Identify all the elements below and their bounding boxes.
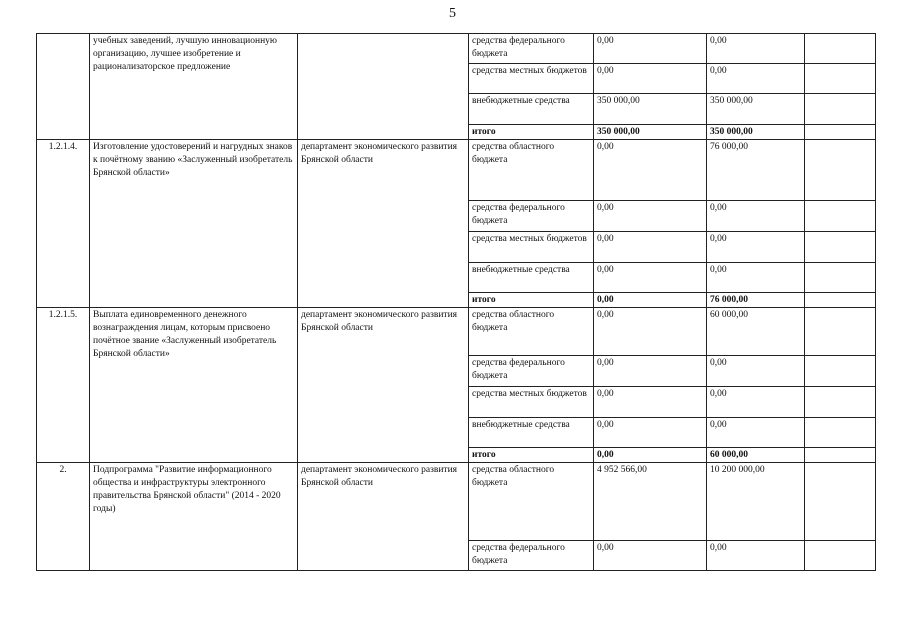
value-col1: 0,00 bbox=[594, 263, 707, 293]
funding-source: средства областного бюджета bbox=[469, 140, 594, 201]
value-col1: 0,00 bbox=[594, 201, 707, 232]
funding-source: внебюджетные средства bbox=[469, 94, 594, 125]
value-col1: 0,00 bbox=[594, 308, 707, 356]
value-col1: 4 952 566,00 bbox=[594, 463, 707, 541]
value-col1: 0,00 bbox=[594, 140, 707, 201]
item-executor: департамент экономического развития Брянской области bbox=[298, 140, 469, 308]
empty-cell bbox=[805, 232, 876, 263]
funding-source: средства федерального бюджета bbox=[469, 34, 594, 64]
table-row bbox=[37, 463, 876, 541]
funding-source: итого bbox=[469, 448, 594, 463]
page-number: 5 bbox=[449, 6, 456, 21]
funding-source: внебюджетные средства bbox=[469, 418, 594, 448]
empty-cell bbox=[805, 263, 876, 293]
table-row bbox=[37, 34, 876, 64]
item-name: Изготовление удостоверений и нагрудных знаков к почётному званию «Заслуженный изобретатель Брянской области» bbox=[90, 140, 298, 308]
value-col1: 0,00 bbox=[594, 387, 707, 418]
item-number: 2. bbox=[37, 463, 90, 571]
funding-source: средства местных бюджетов bbox=[469, 232, 594, 263]
item-executor bbox=[298, 34, 469, 140]
funding-source: средства федерального бюджета bbox=[469, 356, 594, 387]
value-col1: 350 000,00 bbox=[594, 94, 707, 125]
value-col2: 10 200 000,00 bbox=[707, 463, 805, 541]
table-row bbox=[37, 308, 876, 356]
item-executor: департамент экономического развития Брянской области bbox=[298, 463, 469, 571]
value-col2: 350 000,00 bbox=[707, 125, 805, 140]
item-name: Подпрограмма "Развитие информационного общества и инфраструктуры электронного правительства Брянской области" (2014 - 2020 годы) bbox=[90, 463, 298, 571]
value-col2: 60 000,00 bbox=[707, 448, 805, 463]
item-name: учебных заведений, лучшую инновационную организацию, лучшее изобретение и рационализаторское предложение bbox=[90, 34, 298, 140]
value-col2: 0,00 bbox=[707, 418, 805, 448]
empty-cell bbox=[805, 448, 876, 463]
value-col2: 350 000,00 bbox=[707, 94, 805, 125]
empty-cell bbox=[805, 201, 876, 232]
empty-cell bbox=[805, 308, 876, 356]
table-row bbox=[37, 140, 876, 201]
value-col2: 0,00 bbox=[707, 356, 805, 387]
value-col2: 76 000,00 bbox=[707, 293, 805, 308]
funding-source: средства местных бюджетов bbox=[469, 387, 594, 418]
value-col1: 350 000,00 bbox=[594, 125, 707, 140]
value-col2: 0,00 bbox=[707, 34, 805, 64]
empty-cell bbox=[805, 418, 876, 448]
funding-source: итого bbox=[469, 293, 594, 308]
empty-cell bbox=[805, 387, 876, 418]
empty-cell bbox=[805, 463, 876, 541]
funding-source: средства федерального бюджета bbox=[469, 541, 594, 571]
value-col2: 60 000,00 bbox=[707, 308, 805, 356]
funding-source: итого bbox=[469, 125, 594, 140]
item-number: 1.2.1.4. bbox=[37, 140, 90, 308]
empty-cell bbox=[805, 125, 876, 140]
budget-table bbox=[36, 33, 876, 571]
value-col2: 0,00 bbox=[707, 64, 805, 94]
value-col1: 0,00 bbox=[594, 293, 707, 308]
funding-source: средства областного бюджета bbox=[469, 308, 594, 356]
funding-source: внебюджетные средства bbox=[469, 263, 594, 293]
value-col2: 0,00 bbox=[707, 232, 805, 263]
item-number bbox=[37, 34, 90, 140]
empty-cell bbox=[805, 64, 876, 94]
empty-cell bbox=[805, 34, 876, 64]
value-col2: 76 000,00 bbox=[707, 140, 805, 201]
item-name: Выплата единовременного денежного вознаграждения лицам, которым присвоено почётное звание «Заслуженный изобретатель Брянской области» bbox=[90, 308, 298, 463]
funding-source: средства федерального бюджета bbox=[469, 201, 594, 232]
value-col2: 0,00 bbox=[707, 201, 805, 232]
value-col1: 0,00 bbox=[594, 34, 707, 64]
value-col1: 0,00 bbox=[594, 64, 707, 94]
funding-source: средства областного бюджета bbox=[469, 463, 594, 541]
item-executor: департамент экономического развития Брянской области bbox=[298, 308, 469, 463]
item-number: 1.2.1.5. bbox=[37, 308, 90, 463]
value-col1: 0,00 bbox=[594, 448, 707, 463]
value-col2: 0,00 bbox=[707, 387, 805, 418]
value-col2: 0,00 bbox=[707, 541, 805, 571]
value-col1: 0,00 bbox=[594, 541, 707, 571]
value-col1: 0,00 bbox=[594, 356, 707, 387]
empty-cell bbox=[805, 293, 876, 308]
value-col1: 0,00 bbox=[594, 418, 707, 448]
empty-cell bbox=[805, 356, 876, 387]
value-col1: 0,00 bbox=[594, 232, 707, 263]
empty-cell bbox=[805, 140, 876, 201]
funding-source: средства местных бюджетов bbox=[469, 64, 594, 94]
value-col2: 0,00 bbox=[707, 263, 805, 293]
empty-cell bbox=[805, 94, 876, 125]
empty-cell bbox=[805, 541, 876, 571]
